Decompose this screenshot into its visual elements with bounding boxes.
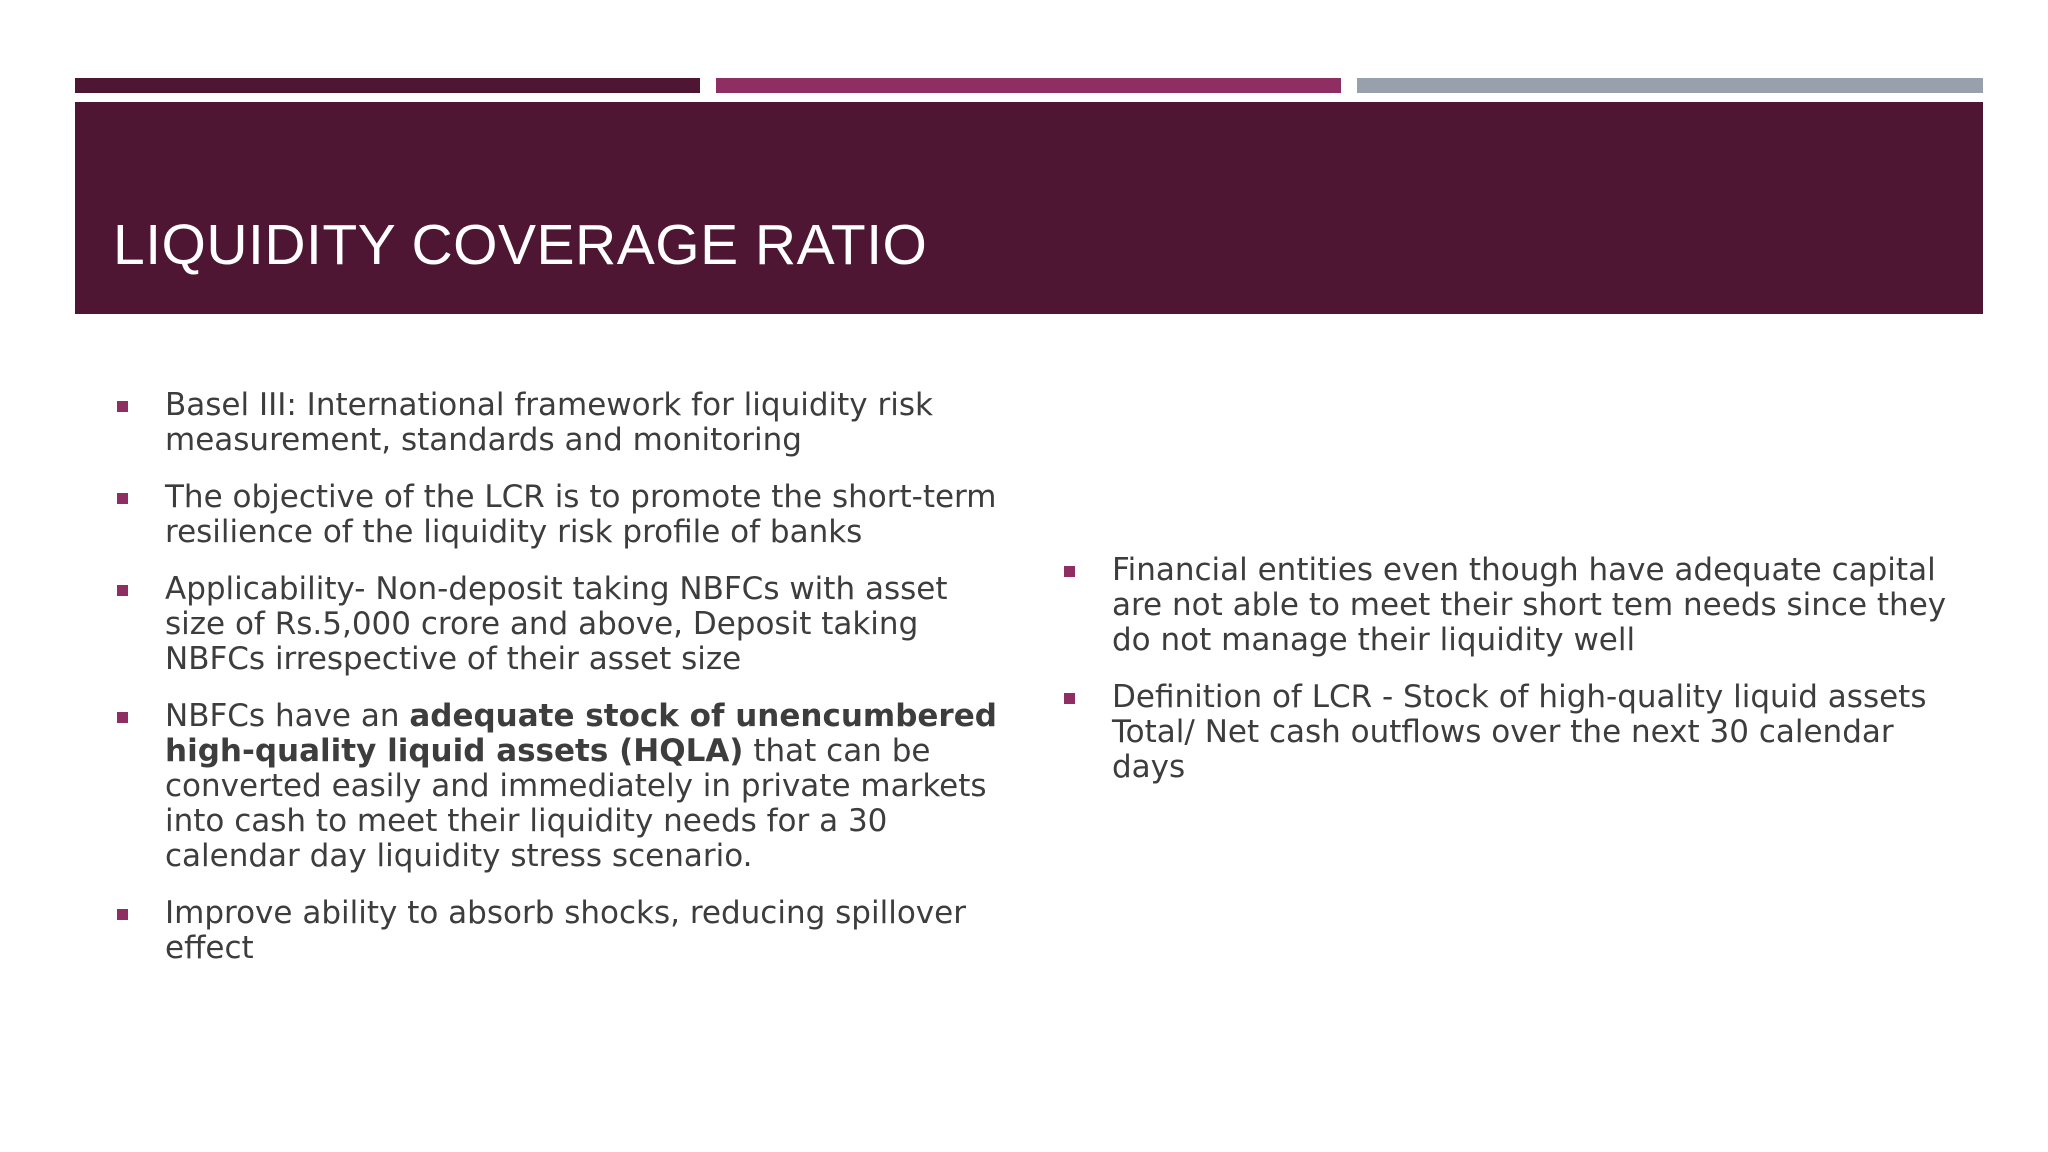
bullet-text-bold: adequate stock of unencumbered high-quality liquid assets (HQLA) — [165, 698, 997, 769]
bullet-item — [113, 480, 1013, 550]
bullet-text: Basel III: International framework for liquidity risk measurement, standards and monitoring — [165, 387, 933, 458]
bullet-text: Improve ability to absorb shocks, reducing spillover effect — [165, 895, 966, 966]
square-bullet-icon — [117, 909, 128, 920]
bullet-item — [113, 388, 1013, 458]
lcr-definition-line1: Definition of LCR - Stock of high-quality liquid assets — [1112, 679, 1927, 715]
bullet-item — [113, 896, 1013, 966]
bullet-text-prefix: NBFCs have an — [165, 698, 410, 734]
accent-bar-dark — [75, 78, 700, 93]
bullet-text: Applicability- Non-deposit taking NBFCs with asset size of Rs.5,000 crore and above, Deposit taking NBFCs irrespective of their asset size — [165, 571, 948, 677]
bullet-item — [113, 572, 1013, 677]
square-bullet-icon — [117, 401, 128, 412]
accent-bar-gray — [1357, 78, 1983, 93]
square-bullet-icon — [117, 585, 128, 596]
square-bullet-icon — [1064, 693, 1075, 704]
bullet-text-suffix: that can be converted easily and immediately in private markets into cash to meet their liquidity needs for a 30 calendar day liquidity stress scenario. — [165, 733, 987, 874]
lcr-definition-line2: Total/ Net cash outflows over the next 30 calendar days — [1112, 714, 1894, 785]
square-bullet-icon — [1064, 566, 1075, 577]
bullet-item — [1060, 680, 1960, 785]
slide-title: LIQUIDITY COVERAGE RATIO — [113, 213, 928, 277]
square-bullet-icon — [117, 493, 128, 504]
square-bullet-icon — [117, 712, 128, 723]
accent-bar-mid — [716, 78, 1341, 93]
bullet-text: The objective of the LCR is to promote the short-term resilience of the liquidity risk profile of banks — [165, 479, 997, 550]
left-bullet-list — [113, 388, 1013, 988]
bullet-item — [113, 699, 1013, 874]
bullet-text: Financial entities even though have adequate capital are not able to meet their short tem needs since they do not manage their liquidity well — [1112, 552, 1947, 658]
bullet-item — [1060, 553, 1960, 658]
right-bullet-list — [1060, 553, 1960, 807]
title-band — [75, 102, 1983, 314]
